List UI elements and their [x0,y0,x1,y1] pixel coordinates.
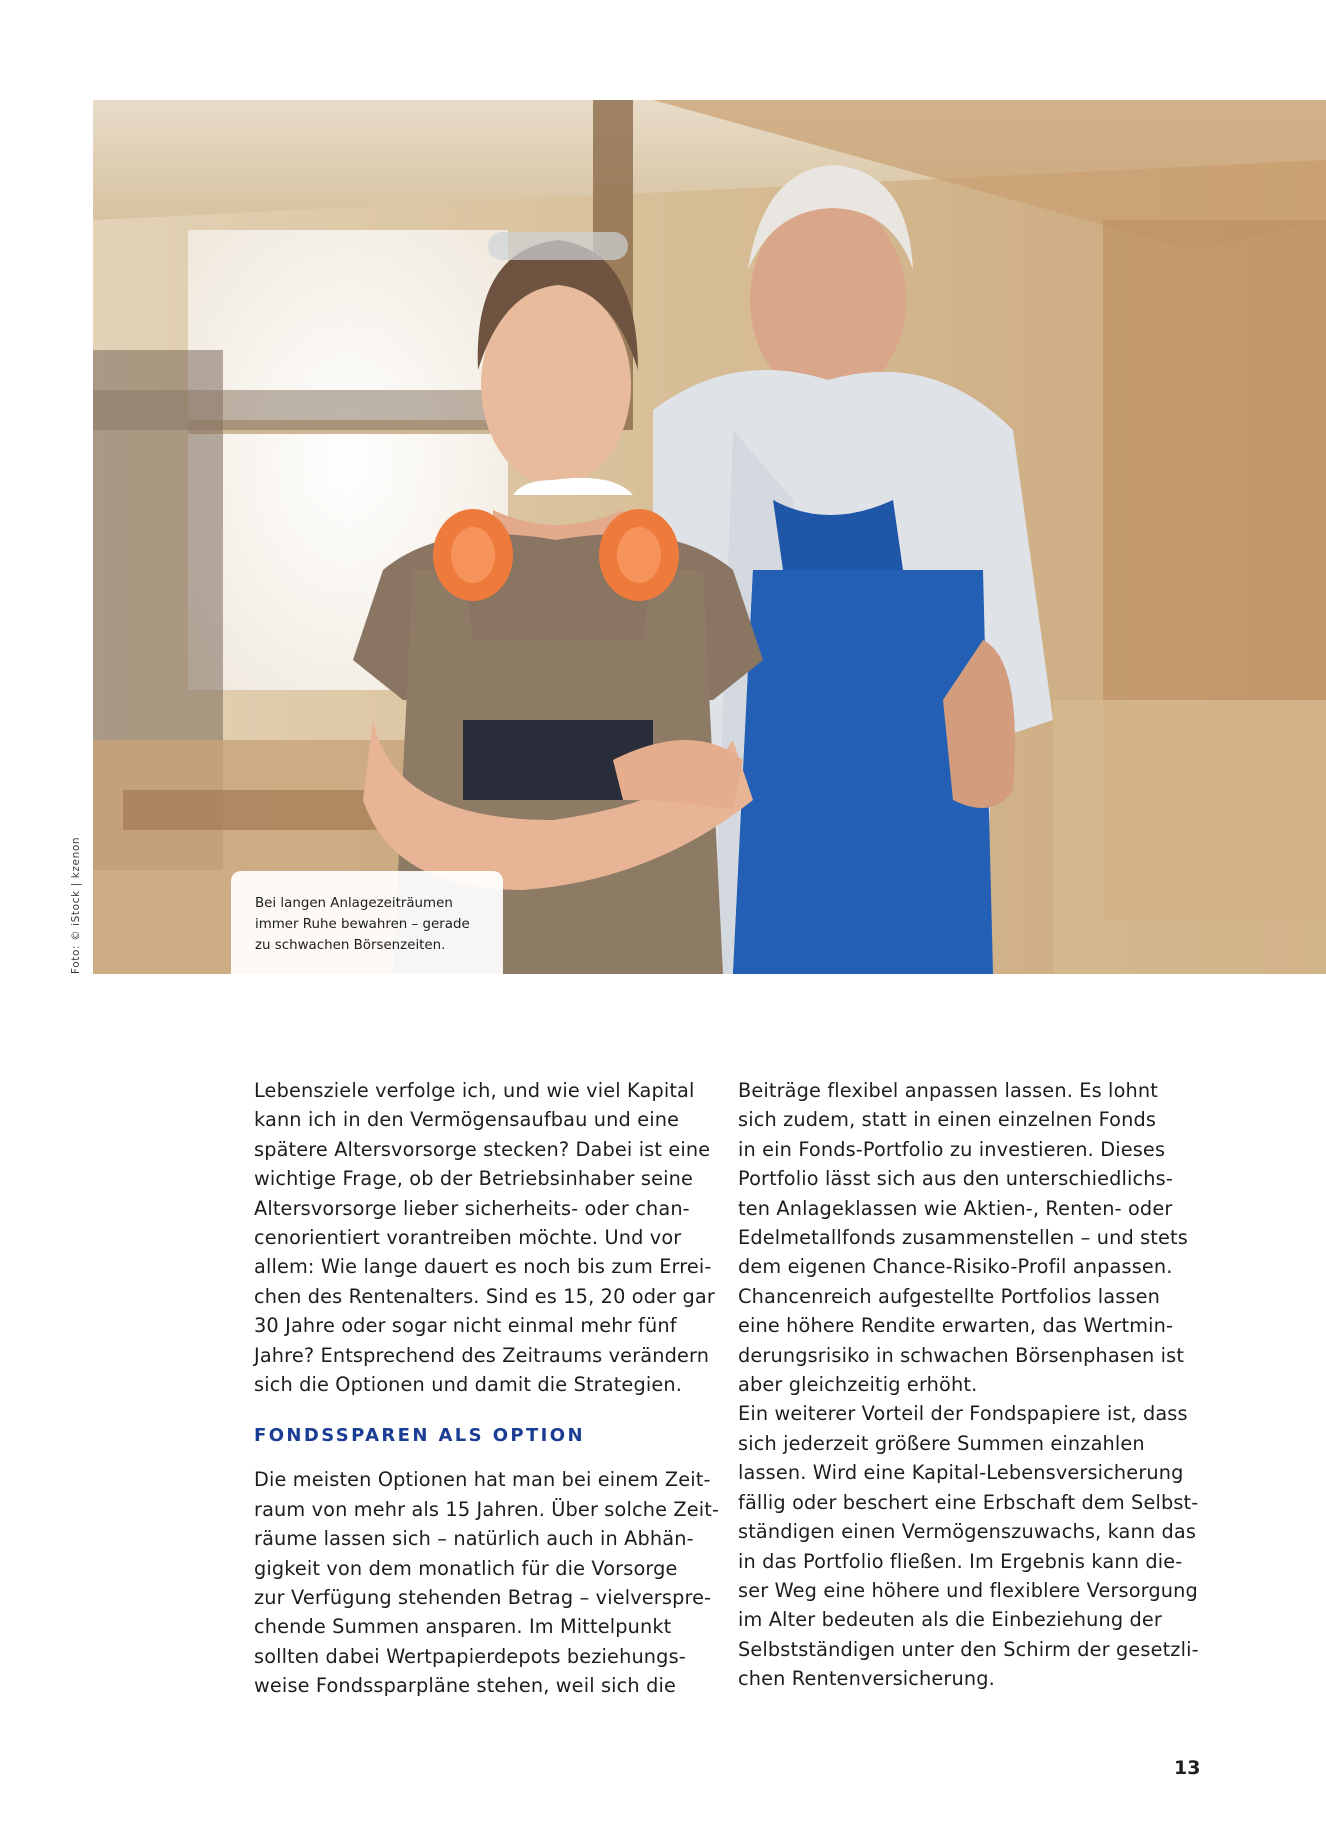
caption-line: Bei langen Anlagezeiträumen [255,896,453,911]
text-line: derungsrisiko in schwachen Börsenphasen ist [738,1343,1185,1367]
text-line: Jahre? Entsprechend des Zeitraums verändern [254,1343,710,1367]
text-line: ständigen einen Vermögenszuwachs, kann das [738,1520,1197,1544]
article-column-left [254,1076,724,1701]
text-line: ser Weg eine höhere und flexiblere Versorgung [738,1578,1198,1602]
text-line: aber gleichzeitig erhöht. [738,1373,978,1397]
text-line: kann ich in den Vermögensaufbau und eine [254,1108,680,1132]
text-line: chende Summen ansparen. Im Mittelpunkt [254,1615,672,1639]
hero-photo [93,100,1326,974]
text-line: sich zudem, statt in einen einzelnen Fonds [738,1108,1157,1132]
text-line: weise Fondssparpläne stehen, weil sich die [254,1674,676,1698]
page-number: 13 [1174,1757,1201,1779]
text-line: Edelmetallfonds zusammenstellen – und stets [738,1226,1188,1250]
text-line: Lebensziele verfolge ich, und wie viel Kapital [254,1079,695,1102]
text-line: Die meisten Optionen hat man bei einem Zeit- [254,1468,711,1492]
text-line: Altersvorsorge lieber sicherheits- oder chan- [254,1196,690,1220]
text-line: lassen. Wird eine Kapital-Lebensversicherung [738,1461,1184,1485]
text-line: sollten dabei Wertpapierdepots beziehungs- [254,1644,686,1668]
section-heading: FONDSSPAREN ALS OPTION [254,1425,585,1447]
text-line: Selbstständigen unter den Schirm der gesetzli- [738,1637,1199,1661]
text-line: dem eigenen Chance-Risiko-Profil anpassen. [738,1255,1173,1279]
text-line: im Alter bedeuten als die Einbeziehung der [738,1608,1162,1632]
text-line: Chancenreich aufgestellte Portfolios lassen [738,1284,1161,1308]
article-column-right [738,1076,1208,1694]
text-line: sich die Optionen und damit die Strategien. [254,1373,683,1397]
intro-paragraph [254,1076,724,1399]
caption-line: immer Ruhe bewahren – gerade [255,917,470,932]
text-line: ten Anlageklassen wie Aktien-, Renten- oder [738,1196,1173,1220]
workshop-photo-illustration [93,100,1326,974]
text-line: raum von mehr als 15 Jahren. Über solche Zeit- [254,1497,720,1521]
text-line: wichtige Frage, ob der Betriebsinhaber seine [254,1167,694,1191]
text-line: eine höhere Rendite erwarten, das Wertmin- [738,1314,1174,1338]
text-line: gigkeit von dem monatlich für die Vorsorge [254,1556,678,1580]
caption-line: zu schwachen Börsenzeiten. [255,938,446,953]
text-line: Portfolio lässt sich aus den unterschiedlichs- [738,1167,1173,1191]
text-line: spätere Altersvorsorge stecken? Dabei ist eine [254,1137,711,1161]
text-line: in das Portfolio fließen. Im Ergebnis kann die- [738,1549,1183,1573]
text-line: in ein Fonds-Portfolio zu investieren. Dieses [738,1137,1166,1161]
text-line: Beiträge flexibel anpassen lassen. Es lohnt [738,1079,1158,1102]
photo-caption [231,871,503,974]
text-line: chen des Rentenalters. Sind es 15, 20 oder gar [254,1284,715,1308]
text-line: fällig oder beschert eine Erbschaft dem Selbst- [738,1490,1199,1514]
text-line: sich jederzeit größere Summen einzahlen [738,1431,1145,1455]
text-line: cenorientiert vorantreiben möchte. Und vor [254,1226,682,1250]
text-line: Ein weiterer Vorteil der Fondspapiere ist, dass [738,1402,1188,1426]
photo-credit: Foto: © iStock | kzenon [70,836,82,974]
text-line: 30 Jahre oder sogar nicht einmal mehr fünf [254,1314,677,1338]
text-line: räume lassen sich – natürlich auch in Abhän- [254,1527,694,1551]
text-line: allem: Wie lange dauert es noch bis zum Errei- [254,1255,712,1279]
section-paragraph [254,1465,724,1700]
text-line: chen Rentenversicherung. [738,1667,995,1691]
text-line: zur Verfügung stehenden Betrag – vielverspre- [254,1586,712,1610]
